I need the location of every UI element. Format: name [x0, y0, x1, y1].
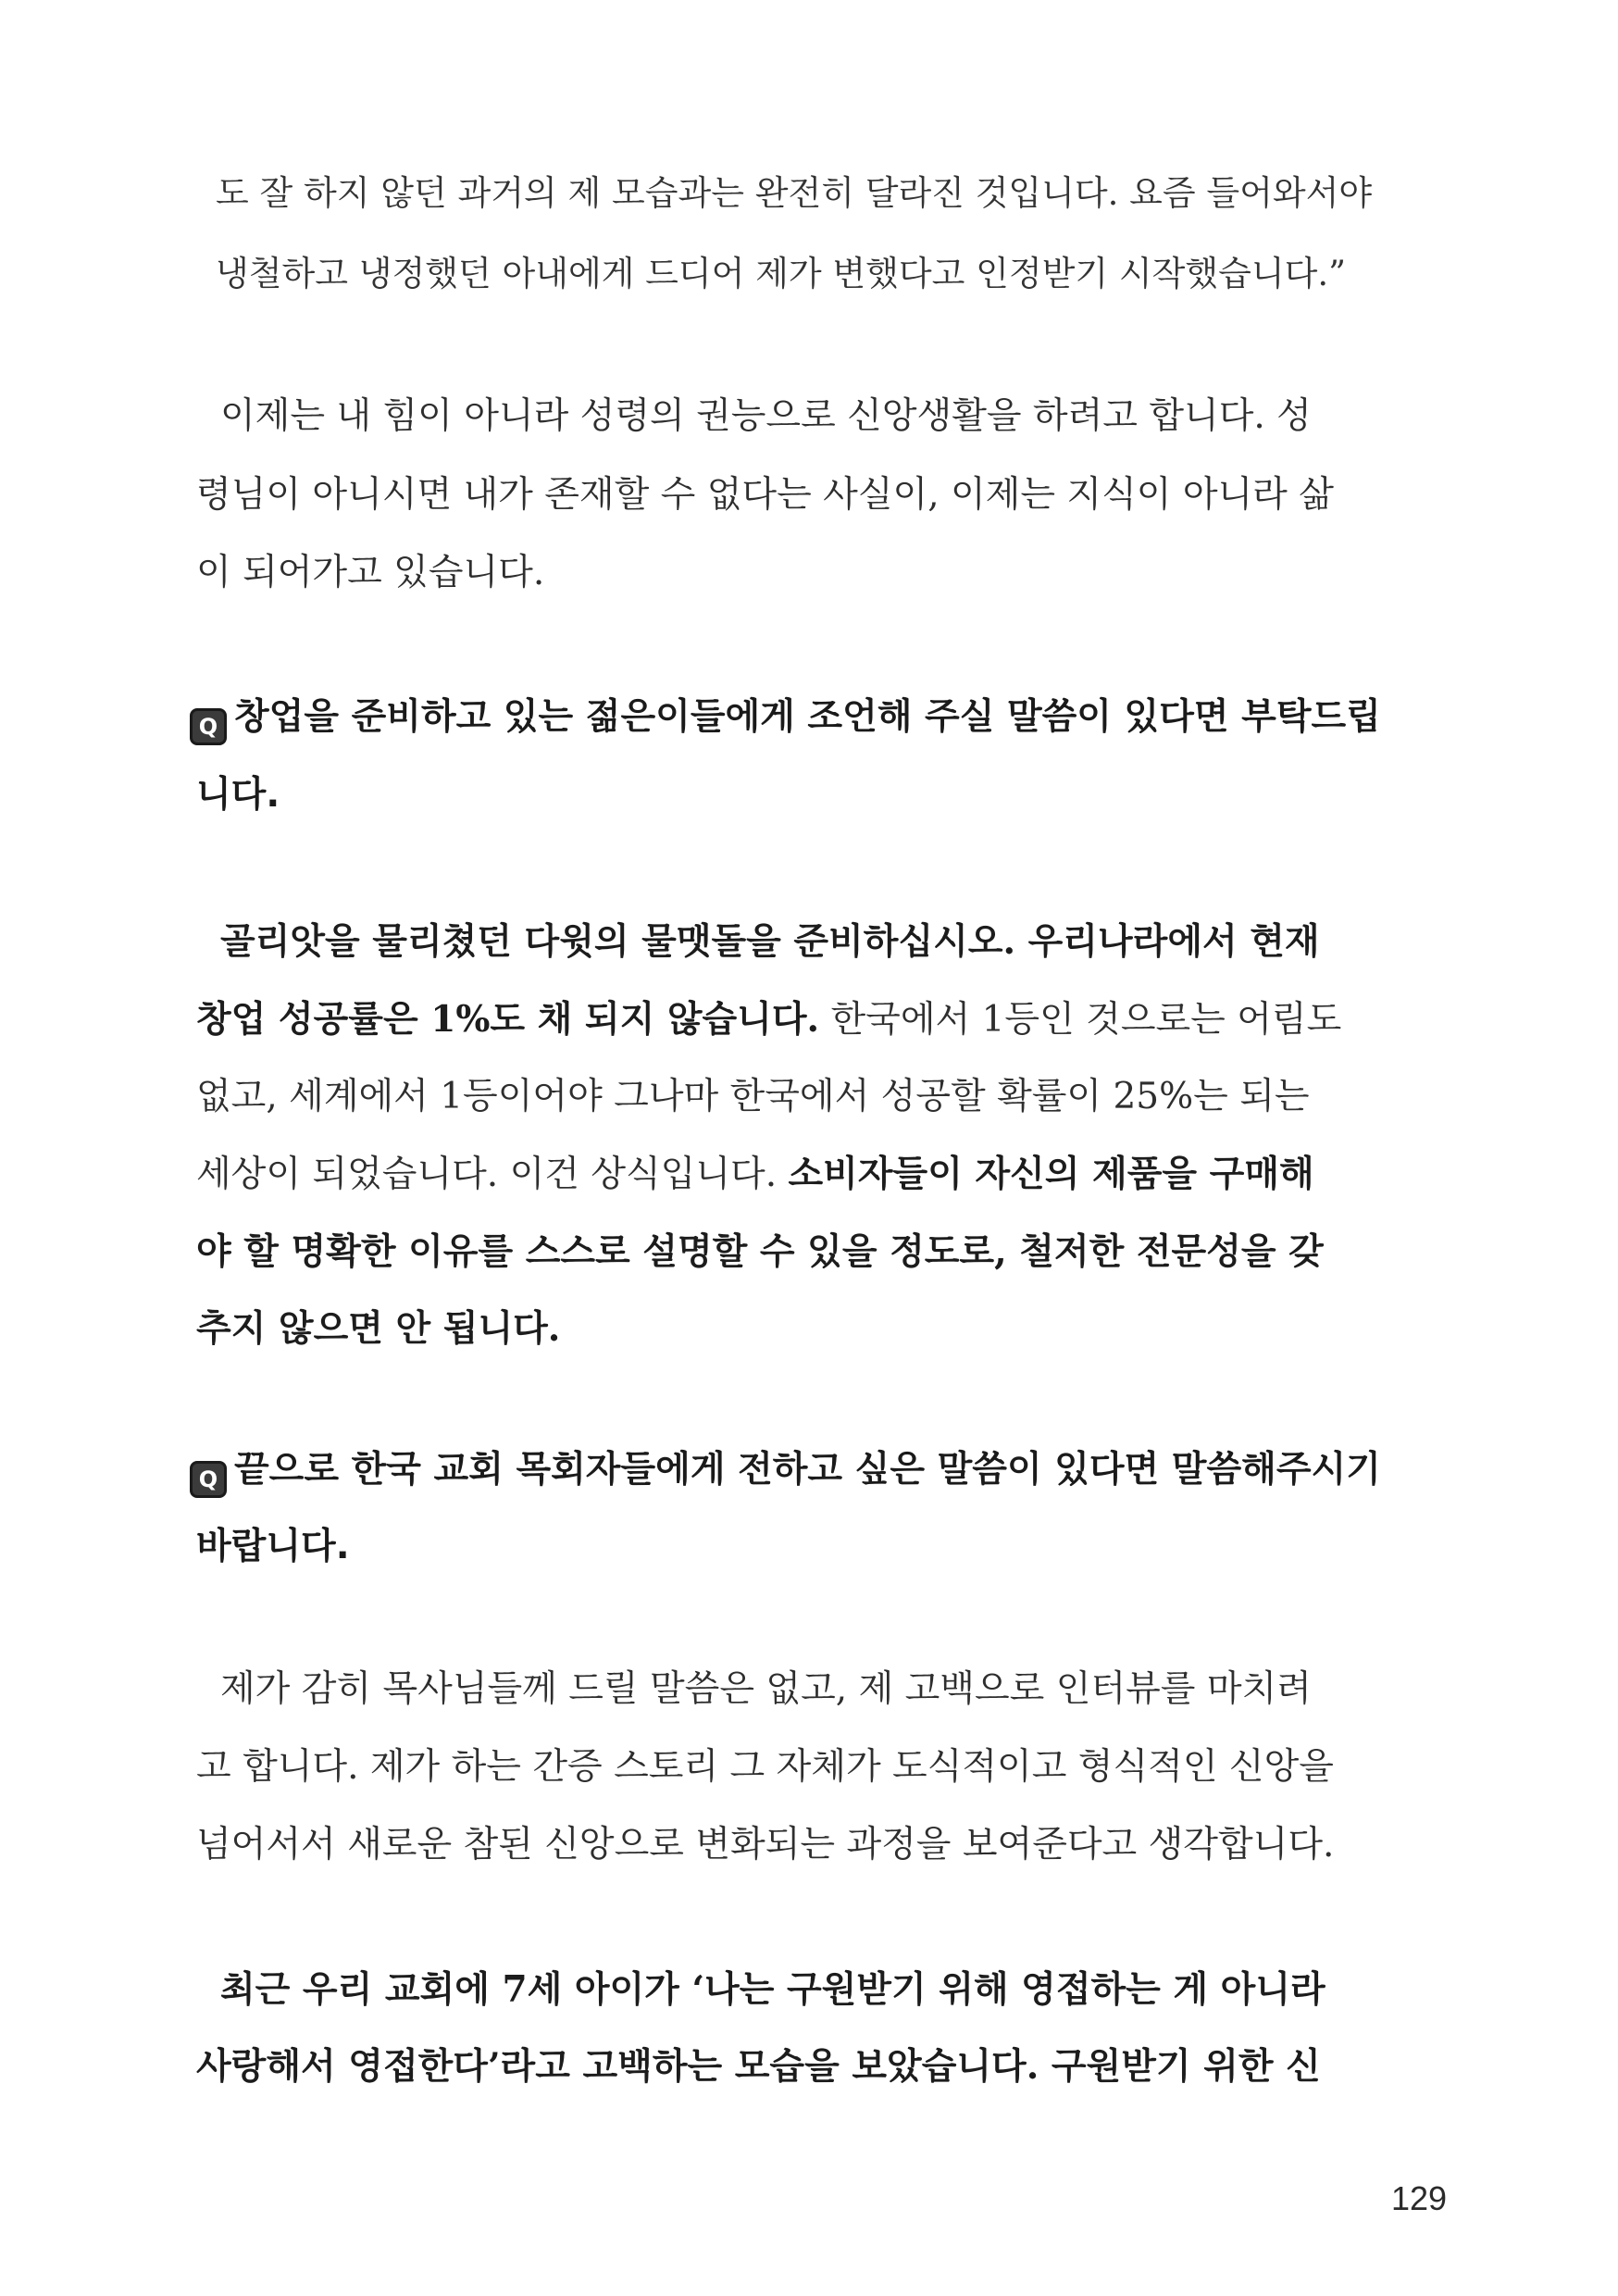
question-1-line-2: 니다.: [196, 774, 280, 816]
final-paragraph-line-2: 사랑해서 영접한다’라고 고백하는 모습을 보았습니다. 구원받기 위한 신: [196, 2045, 1321, 2088]
page-number: 129: [1391, 2179, 1448, 2217]
final-paragraph-line-1: 최근 우리 교회에 7세 아이가 ‘나는 구원받기 위해 영접하는 게 아니라: [220, 1968, 1326, 2011]
answer-1-line-3: 없고, 세계에서 1등이어야 그나마 한국에서 성공할 확률이 25%는 되는: [196, 1076, 1310, 1117]
answer-1-line-1: 골리앗을 물리쳤던 다윗의 물맷돌을 준비하십시오. 우리나라에서 현재: [220, 920, 1320, 963]
answer-2-line-3: 넘어서서 새로운 참된 신앙으로 변화되는 과정을 보여준다고 생각합니다.: [196, 1824, 1335, 1866]
quote-line-1: 도 잘 하지 않던 과거의 제 모습과는 완전히 달라진 것입니다. 요즘 들어와서야: [216, 173, 1373, 213]
question-1-text: 창업을 준비하고 있는 젊은이들에게 조언해 주실 말씀이 있다면 부탁드립: [234, 696, 1381, 738]
answer-2-line-1: 제가 감히 목사님들께 드릴 말씀은 없고, 제 고백으로 인터뷰를 마치려: [220, 1668, 1312, 1710]
answer-1-emphasis-1: 창업 성공률은 1%도 채 되지 않습니다.: [196, 998, 820, 1041]
answer-1-emphasis-2: 소비자들이 자신의 제품을 구매해: [788, 1153, 1314, 1195]
answer-1-line-5: 야 할 명확한 이유를 스스로 설명할 수 있을 정도로, 철저한 전문성을 갖: [196, 1230, 1324, 1273]
answer-1-line-2-rest: 한국에서 1등인 것으로는 어림도: [819, 999, 1342, 1041]
answer-1-line-2: [196, 996, 1341, 1044]
question-badge-icon: Q: [190, 708, 227, 745]
question-1-line-1: [190, 694, 1381, 745]
paragraph-1-line-1: 이제는 내 힘이 아니라 성령의 권능으로 신앙생활을 하려고 합니다. 성: [220, 395, 1312, 437]
question-2-text: 끝으로 한국 교회 목회자들에게 전하고 싶은 말씀이 있다면 말씀해주시기: [234, 1449, 1381, 1491]
answer-2-line-2: 고 합니다. 제가 하는 간증 스토리 그 자체가 도식적이고 형식적인 신앙을: [196, 1746, 1334, 1788]
paragraph-1-line-2: 령님이 아니시면 내가 존재할 수 없다는 사실이, 이제는 지식이 아니라 삶: [196, 474, 1334, 516]
question-badge-icon: Q: [190, 1461, 227, 1498]
paragraph-1-line-3: 이 되어가고 있습니다.: [196, 552, 545, 593]
answer-1-line-4-start: 세상이 되었습니다. 이건 상식입니다.: [196, 1154, 789, 1195]
quote-line-2: 냉철하고 냉정했던 아내에게 드디어 제가 변했다고 인정받기 시작했습니다.”: [216, 254, 1347, 293]
question-2-line-1: [190, 1447, 1381, 1498]
answer-1-line-6: 추지 않으면 안 됩니다.: [196, 1307, 561, 1350]
answer-1-line-4: [196, 1151, 1314, 1199]
question-2-line-2: 바랍니다.: [196, 1526, 350, 1567]
